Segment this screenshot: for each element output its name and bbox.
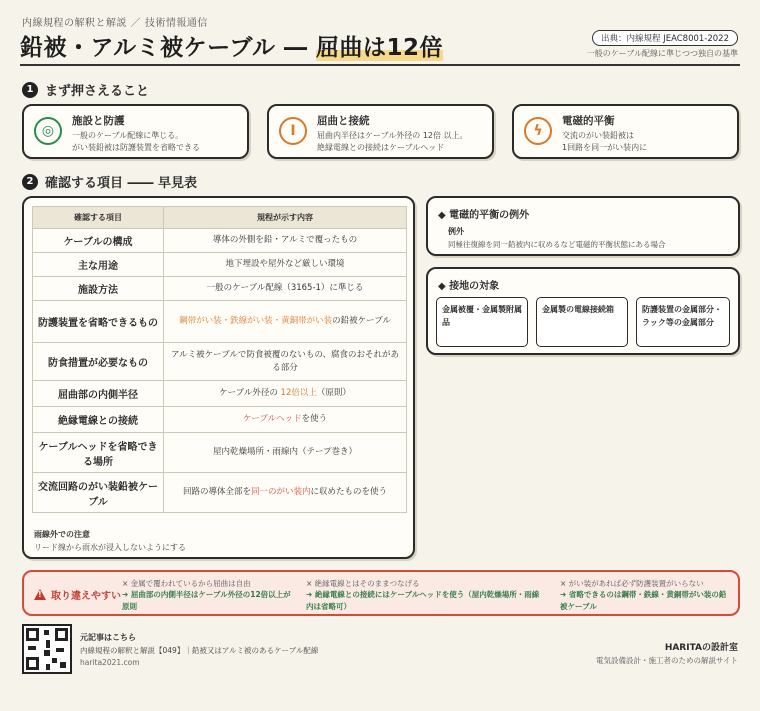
grounding-box xyxy=(426,267,740,355)
row-item: ケーブルの構成 xyxy=(33,229,164,253)
row-item: 施設方法 xyxy=(33,277,164,301)
card-title: 屈曲と接続 xyxy=(317,115,370,127)
table-row xyxy=(33,473,407,513)
title-highlight: 屈曲は12倍 xyxy=(316,35,444,61)
row-item: ケーブルヘッドを省略できる場所 xyxy=(33,433,164,473)
table-row xyxy=(33,229,407,253)
row-item: 主な用途 xyxy=(33,253,164,277)
value-highlight: ケーブルヘッド xyxy=(242,414,302,425)
header-divider xyxy=(20,64,740,66)
table-row xyxy=(33,433,407,473)
wrong-text: × がい装があれば必ず防護装置がいらない xyxy=(560,579,704,588)
bend-icon: Ⅰ xyxy=(279,117,307,145)
exception-text: 同極往復線を同一鉛被内に収めるなど電磁的平衡状態にある場合 xyxy=(448,240,666,249)
value-highlight: 鋼帯がい装・鉄線がい装・黄銅帯がい装 xyxy=(179,316,333,327)
wrong-text: × 絶縁電線とはそのままつなげる xyxy=(306,579,420,588)
exception-box xyxy=(426,196,740,256)
table-row xyxy=(33,277,407,301)
card-protection xyxy=(22,104,249,159)
row-item: 屈曲部の内側半径 xyxy=(33,381,164,407)
section2-number: 2 xyxy=(22,174,38,190)
value-text: に収めたものを使う xyxy=(310,487,388,498)
table-row xyxy=(33,407,407,433)
row-item: 防食措置が必要なもの xyxy=(33,343,164,381)
mistake-item xyxy=(122,578,297,612)
mistake-label-text: 取り違えやすい xyxy=(51,591,121,602)
mistake-item xyxy=(306,578,546,612)
value-text: の鉛被ケーブル xyxy=(332,316,391,327)
brand-name: HARITAの設計室 xyxy=(664,643,738,653)
row-item: 絶縁電線との接続 xyxy=(33,407,164,433)
card-line: 交流のがい装鉛被は xyxy=(562,131,634,140)
right-text: ➜ 絶縁電線との接続にはケーブルヘッドを使う（屋内乾燥場所・雨線内は省略可） xyxy=(306,590,540,611)
table-row xyxy=(33,343,407,381)
checklist-panel xyxy=(22,196,415,559)
row-value: 地下埋設や屋外など厳しい環境 xyxy=(164,253,407,277)
card-line: 一般のケーブル配線に準じる。 xyxy=(72,131,184,140)
card-title: 施設と防護 xyxy=(72,115,125,127)
right-text: ➜ 屈曲部の内側半径はケーブル外径の12倍以上が原則 xyxy=(122,590,291,611)
footer-article-link[interactable]: 内線規程の解釈と解説【049】｜鉛被又はアルミ被のあるケーブル配線 xyxy=(80,646,319,655)
card-line: 絶縁電線との接続はケーブルヘッド xyxy=(317,143,445,152)
shield-icon: ◎ xyxy=(34,117,62,145)
footer-site-link[interactable]: harita2021.com xyxy=(80,658,140,667)
mistake-label xyxy=(34,587,121,602)
box-title: ◆ 電磁的平衡の例外 xyxy=(438,210,530,221)
row-value xyxy=(164,473,407,513)
exception-label: 例外 xyxy=(448,227,464,236)
footer-label: 元記事はこちら xyxy=(80,633,136,642)
card-line: がい装鉛被は防護装置を省略できる xyxy=(72,143,200,152)
wrong-text: × 金属で覆われているから屈曲は自由 xyxy=(122,579,251,588)
mistake-bar xyxy=(22,570,740,616)
row-value xyxy=(164,381,407,407)
card-line: 1回路を同一がい装内に xyxy=(562,143,648,152)
section1-title: まず押さえること xyxy=(45,84,150,99)
table-row xyxy=(33,381,407,407)
title-main: 鉛被・アルミ被ケーブル ― xyxy=(20,35,317,61)
card-balance xyxy=(512,104,739,159)
column-header: 確認する項目 xyxy=(33,207,164,229)
kicker: 内線規程の解釈と解説 ／ 技術情報通信 xyxy=(22,18,208,29)
subnote: 一般のケーブル配線に準じつつ独自の基準 xyxy=(586,49,738,58)
row-value: アルミ被ケーブルで防食被覆のないもの、腐食のおそれがある部分 xyxy=(164,343,407,381)
section1-number: 1 xyxy=(22,82,38,98)
table-header-row xyxy=(33,207,407,229)
card-title: 電磁的平衡 xyxy=(562,115,615,127)
checklist-table xyxy=(32,206,407,513)
qr-code-icon[interactable] xyxy=(22,624,72,674)
mistake-item xyxy=(560,578,732,612)
column-header: 規程が示す内容 xyxy=(164,207,407,229)
right-text: ➜ 省略できるのは鋼帯・鉄線・黄銅帯がい装の鉛被ケーブル xyxy=(560,590,727,611)
value-text: 回路の導体全部を xyxy=(182,487,251,498)
row-item: 防護装置を省略できるもの xyxy=(33,301,164,343)
note-title: 雨線外での注意 xyxy=(34,530,90,539)
brand-tagline: 電気設備設計・施工者のための解説サイト xyxy=(596,656,738,665)
row-value: 屋内乾燥場所・雨線内（テープ巻き） xyxy=(164,433,407,473)
page-title xyxy=(20,29,443,62)
row-value: 一般のケーブル配線（3165-1）に準じる xyxy=(164,277,407,301)
row-value xyxy=(164,301,407,343)
grounding-tag: 金属製の電線接続箱 xyxy=(536,297,628,347)
table-row xyxy=(33,301,407,343)
card-line: 屈曲内半径はケーブル外径の 12倍 以上。 xyxy=(317,131,468,140)
value-text: を使う xyxy=(301,414,328,425)
section2-title: 確認する項目 ―― 早見表 xyxy=(45,176,198,191)
value-text: （原則） xyxy=(316,388,351,399)
table-row xyxy=(33,253,407,277)
value-text: ケーブル外径の xyxy=(219,388,278,399)
box-title: ◆ 接地の対象 xyxy=(438,281,500,292)
card-bend xyxy=(267,104,494,159)
section1-heading xyxy=(22,80,149,99)
grounding-tag: 防護装置の金属部分・ラック等の金属部分 xyxy=(636,297,730,347)
value-highlight: 12倍以上 xyxy=(280,388,317,399)
warning-icon xyxy=(34,589,46,600)
section2-heading xyxy=(22,172,197,191)
lightning-icon: ϟ xyxy=(524,117,552,145)
note-line: リード線から雨水が浸入しないようにする xyxy=(34,543,186,552)
grounding-tag: 金属被覆・金属製附属品 xyxy=(436,297,528,347)
row-item: 交流回路のがい装鉛被ケーブル xyxy=(33,473,164,513)
row-value xyxy=(164,407,407,433)
source-badge: 出典：内線規程 JEAC8001-2022 xyxy=(592,30,738,46)
row-value: 導体の外側を鉛・アルミで覆ったもの xyxy=(164,229,407,253)
value-highlight: 同一のがい装内 xyxy=(250,487,311,498)
